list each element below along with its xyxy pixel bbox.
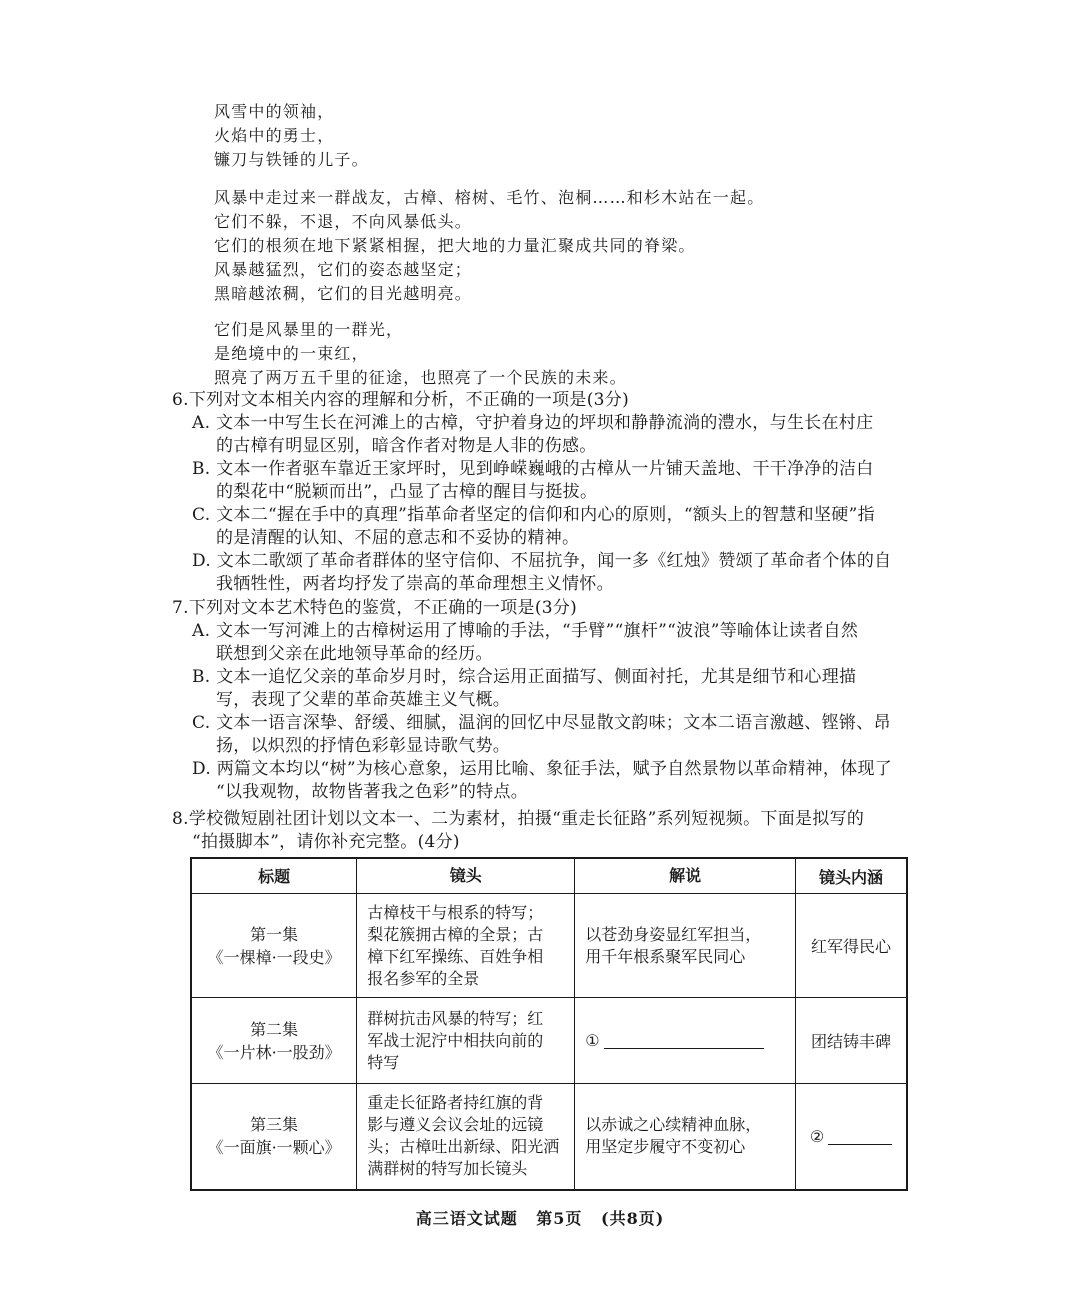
poem-stanza-3 [214, 318, 627, 390]
question-6 [172, 389, 912, 596]
option-d: D. 两篇文本均以“树”为核心意象，运用比喻、象征手法，赋予自然景物以革命精神，体现了 [192, 759, 893, 779]
shot-line: 樟下红军操练、百姓争相 [367, 946, 544, 966]
narration-cell [575, 998, 796, 1084]
narration-cell [575, 1084, 796, 1190]
option-b-cont: 写，表现了父辈的革命英雄主义气概。 [216, 690, 511, 710]
answer-blank-2[interactable] [806, 1127, 896, 1146]
poem-line: 它们的根须在地下紧紧相握，把大地的力量汇聚成共同的脊梁。 [214, 236, 696, 255]
header-narration: 解说 [575, 858, 796, 894]
option-d: D. 文本二歌颂了革命者群体的坚守信仰、不屈抗争，闻一多《红烛》赞颂了革命者个体的自 [192, 551, 892, 571]
option-a-cont: 的古樟有明显区别，暗含作者对物是人非的伤感。 [216, 436, 597, 456]
poem-line: 风暴中走过来一群战友，古樟、榕树、毛竹、泡桐……和杉木站在一起。 [214, 188, 765, 207]
poem-stanza-1 [214, 100, 369, 172]
question-7 [172, 597, 912, 804]
page-total: (共8页) [601, 1209, 665, 1228]
episode-name: 《一棵樟·一段史》 [207, 947, 341, 967]
poem-line: 风雪中的领袖， [214, 102, 335, 121]
episode-title [191, 998, 357, 1084]
shot-line: 满群树的特写加长镜头 [367, 1159, 528, 1179]
question-8 [172, 808, 912, 854]
option-b: B. 文本一追忆父亲的革命岁月时，综合运用正面描写、侧面衬托，尤其是细节和心理描 [192, 667, 857, 687]
option-c: C. 文本一语言深挚、舒缓、细腻，温润的回忆中尽显散文韵味；文本二语言激越、铿锵、昂 [192, 713, 891, 733]
poem-line: 风暴越猛烈，它们的姿态越坚定； [214, 260, 473, 279]
question-stem: 7.下列对文本艺术特色的鉴赏，不正确的一项是(3分) [172, 598, 578, 618]
question-stem: 6.下列对文本相关内容的理解和分析，不正确的一项是(3分) [172, 390, 629, 410]
option-a-cont: 联想到父亲在此地领导革命的经历。 [216, 644, 493, 664]
header-title: 标题 [191, 858, 357, 894]
narration-line: 以苍劲身姿显红军担当， [585, 924, 762, 944]
episode-name: 《一面旗·一颗心》 [207, 1138, 341, 1158]
option-d-cont: 我牺牲性，两者均抒发了崇高的革命理想主义情怀。 [216, 574, 614, 594]
episode-number: 第二集 [250, 1019, 299, 1039]
meaning-cell [796, 1084, 907, 1190]
narration-line: 用坚定步履守不变初心 [585, 1137, 746, 1157]
option-c-cont: 的是清醒的认知、不屈的意志和不妥协的精神。 [216, 528, 580, 548]
option-a: A. 文本一中写生长在河滩上的古樟，守护着身边的坪坝和静静流淌的澧水，与生长在村庄 [192, 413, 874, 433]
shot-line: 群树抗击风暴的特写；红 [367, 1008, 544, 1028]
shot-line: 军战士泥泞中相扶向前的 [367, 1030, 544, 1050]
narration-cell [575, 894, 796, 998]
poem-line: 黑暗越浓稠，它们的目光越明亮。 [214, 284, 473, 303]
poem-line: 它们不躲，不退，不向风暴低头。 [214, 212, 473, 231]
poem-line: 火焰中的勇士， [214, 126, 335, 145]
page-number: 第5页 [536, 1209, 583, 1228]
option-c-cont: 扬，以炽烈的抒情色彩彰显诗歌气势。 [216, 736, 511, 756]
shot-line: 报名参军的全景 [367, 968, 480, 988]
blank-number: ② [809, 1126, 825, 1146]
option-b-cont: 的梨花中“脱颖而出”，凸显了古樟的醒目与挺拔。 [216, 482, 598, 502]
answer-blank-1[interactable] [585, 1030, 785, 1052]
question-stem-cont: “拍摄脚本”，请你补充完整。(4分) [192, 832, 460, 852]
table-row [191, 998, 907, 1084]
narration-line: 用千年根系聚军民同心 [585, 946, 746, 966]
narration-line: 以赤诚之心续精神血脉， [585, 1115, 762, 1135]
poem-stanza-2 [214, 186, 764, 306]
shot-line: 古樟枝干与根系的特写； [367, 902, 544, 922]
blank-underline [828, 1128, 892, 1145]
episode-number: 第一集 [250, 924, 299, 944]
poem-line: 照亮了两万五千里的征途，也照亮了一个民族的未来。 [214, 368, 627, 387]
episode-name: 《一片林·一股劲》 [207, 1042, 341, 1062]
question-stem: 8.学校微短剧社团计划以文本一、二为素材，拍摄“重走长征路”系列短视频。下面是拟写的 [172, 809, 865, 829]
page-footer [0, 1206, 1080, 1229]
table-row [191, 1084, 907, 1190]
option-b: B. 文本一作者驱车靠近王家坪时，见到峥嵘巍峨的古樟从一片铺天盖地、干干净净的洁白 [192, 459, 874, 479]
header-meaning: 镜头内涵 [796, 858, 907, 894]
episode-number: 第三集 [250, 1115, 299, 1135]
filming-script-table [190, 857, 908, 1191]
blank-number: ① [585, 1030, 600, 1050]
poem-line: 是绝境中的一束红， [214, 344, 369, 363]
meaning-cell: 团结铸丰碑 [796, 998, 907, 1084]
option-c: C. 文本二“握在手中的真理”指革命者坚定的信仰和内心的原则，“额头上的智慧和坚硬”指 [192, 505, 875, 525]
shot-cell [357, 1084, 575, 1190]
blank-underline [604, 1032, 764, 1049]
poem-line: 它们是风暴里的一群光， [214, 320, 404, 339]
exam-subject: 高三语文试题 [415, 1209, 518, 1228]
shot-line: 特写 [367, 1052, 400, 1072]
episode-title [191, 894, 357, 998]
poem-line: 镰刀与铁锤的儿子。 [214, 150, 369, 169]
shot-line: 梨花簇拥古樟的全景；古 [367, 924, 544, 944]
option-a: A. 文本一写河滩上的古樟树运用了博喻的手法，“手臂”“旗杆”“波浪”等喻体让读者自然 [192, 621, 859, 641]
shot-line: 重走长征路者持红旗的背 [367, 1093, 544, 1113]
meaning-cell: 红军得民心 [796, 894, 907, 998]
table-header-row [191, 858, 907, 894]
shot-line: 头；古樟吐出新绿、阳光洒 [367, 1137, 560, 1157]
header-shot: 镜头 [357, 858, 575, 894]
shot-cell [357, 998, 575, 1084]
option-d-cont: “以我观物，故物皆著我之色彩”的特点。 [216, 782, 529, 802]
episode-title [191, 1084, 357, 1190]
shot-line: 影与遵义会议会址的远镜 [367, 1115, 544, 1135]
table-row [191, 894, 907, 998]
shot-cell [357, 894, 575, 998]
